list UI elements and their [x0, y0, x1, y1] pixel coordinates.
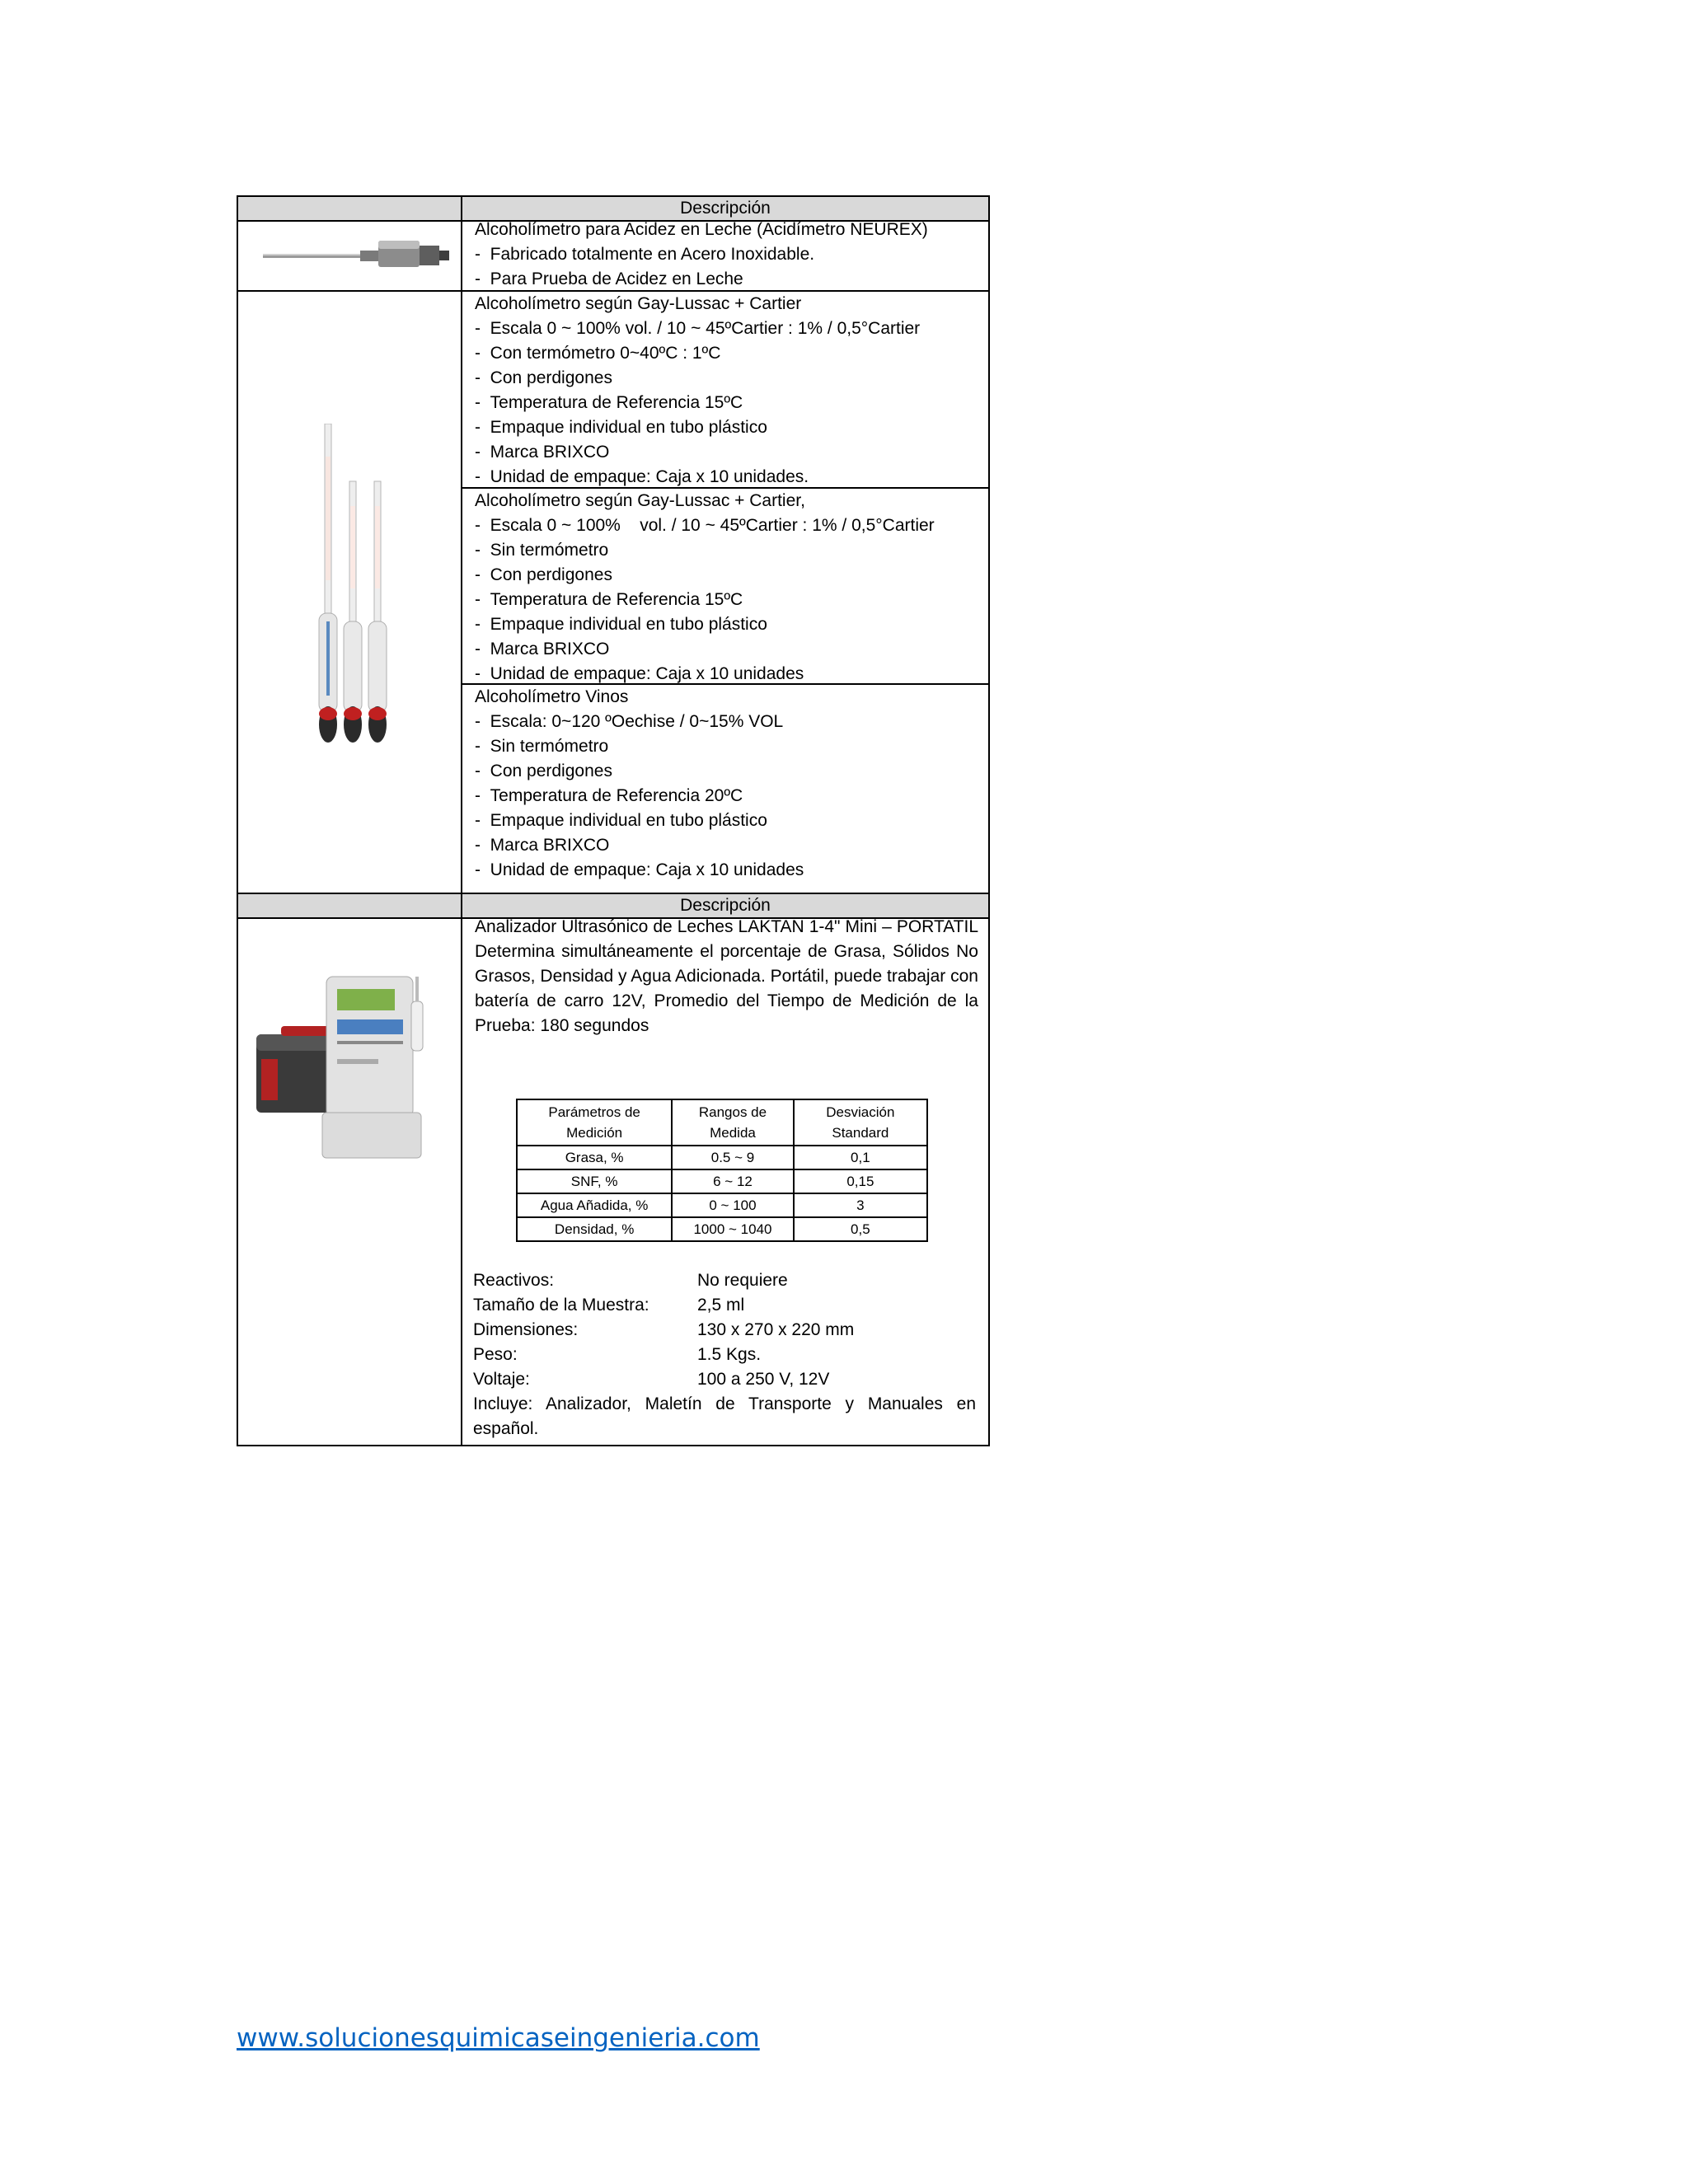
product-feature: - Escala 0 ~ 100% vol. / 10 ~ 45ºCartier : 1% / 0,5°Cartier [475, 316, 978, 341]
product-feature: - Temperatura de Referencia 15ºC [475, 391, 978, 415]
spec-value: 100 a 250 V, 12V [697, 1370, 830, 1389]
product-title: Alcoholímetro según Gay-Lussac + Cartier [475, 294, 802, 313]
table-row [517, 1169, 927, 1193]
table-cell: 1000 ~ 1040 [672, 1217, 793, 1241]
product-title: Alcoholímetro Vinos [475, 687, 629, 706]
table-cell: 3 [794, 1193, 927, 1217]
milk-analyzer-image [256, 944, 454, 1174]
table-cell: Densidad, % [517, 1217, 672, 1241]
includes-text: Incluye: Analizador, Maletín de Transporte y Manuales en español. [473, 1394, 976, 1438]
product-feature: - Temperatura de Referencia 20ºC [475, 784, 978, 808]
product-feature: - Marca BRIXCO [475, 637, 978, 662]
product-feature: - Para Prueba de Acidez en Leche [475, 267, 978, 292]
column-header: Rangos de Medida [672, 1099, 793, 1146]
column-header: Parámetros de Medición [517, 1099, 672, 1146]
product-feature: - Escala 0 ~ 100% vol. / 10 ~ 45ºCartier : 1% / 0,5°Cartier [475, 513, 978, 538]
measurement-parameters-table [516, 1099, 928, 1242]
column-divider [461, 197, 462, 893]
spec-label: Reactivos: [473, 1271, 555, 1290]
product-table-alcoholimeters [237, 195, 990, 894]
product-feature: - Unidad de empaque: Caja x 10 unidades [475, 662, 978, 687]
product-title: Analizador Ultrasónico de Leches LAKTAN 1-4" Mini – PORTATIL [475, 917, 978, 936]
spec-row [473, 1293, 976, 1318]
product-feature: - Fabricado totalmente en Acero Inoxidable. [475, 242, 978, 267]
column-divider [461, 894, 462, 1445]
product-feature: - Empaque individual en tubo plástico [475, 612, 978, 637]
product-feature: - Con termómetro 0~40ºC : 1ºC [475, 341, 978, 366]
spec-row [473, 1318, 976, 1343]
column-header: Desviación Standard [794, 1099, 927, 1146]
spec-label: Tamaño de la Muestra: [473, 1296, 649, 1315]
product-alcoholimeter-no-thermometer [475, 489, 978, 687]
analyzer-description [475, 915, 978, 1038]
table-cell: 0,5 [794, 1217, 927, 1241]
table-row [517, 1217, 927, 1241]
product-feature: - Temperatura de Referencia 15ºC [475, 588, 978, 612]
product-description: Determina simultáneamente el porcentaje de Grasa, Sólidos No Grasos, Densidad y Agua Adicionada. Portátil, puede trabajar con batería de carro 12V, Promedio del Tiempo de Medición de la Prueba: 180 segundos [475, 942, 978, 1035]
table-cell: 0,1 [794, 1146, 927, 1169]
product-acidimeter [475, 218, 978, 292]
table-cell: SNF, % [517, 1169, 672, 1193]
table-cell: 0,15 [794, 1169, 927, 1193]
spec-value: 1.5 Kgs. [697, 1345, 762, 1364]
website-link[interactable]: www.solucionesquimicaseingenieria.com [237, 2023, 760, 2053]
analyzer-specs [473, 1268, 976, 1441]
hydrometers-image [308, 424, 391, 753]
spec-row [473, 1367, 976, 1392]
product-feature: - Con perdigones [475, 366, 978, 391]
table-cell: 0 ~ 100 [672, 1193, 793, 1217]
spec-value: 130 x 270 x 220 mm [697, 1320, 855, 1339]
product-feature: - Con perdigones [475, 563, 978, 588]
table-cell: Grasa, % [517, 1146, 672, 1169]
product-feature: - Sin termómetro [475, 734, 978, 759]
table-row [517, 1099, 927, 1146]
spec-row [473, 1268, 976, 1293]
spec-label: Peso: [473, 1345, 518, 1364]
spec-label: Dimensiones: [473, 1320, 579, 1339]
product-feature: - Con perdigones [475, 759, 978, 784]
product-feature: - Unidad de empaque: Caja x 10 unidades [475, 858, 978, 883]
product-feature: - Marca BRIXCO [475, 440, 978, 465]
spec-value: 2,5 ml [697, 1296, 745, 1315]
product-feature: - Empaque individual en tubo plástico [475, 415, 978, 440]
table-row [517, 1193, 927, 1217]
spec-label: Voltaje: [473, 1370, 530, 1389]
product-title: Alcoholímetro según Gay-Lussac + Cartier, [475, 491, 805, 510]
header-label: Descripción [680, 199, 771, 218]
spec-value: No requiere [697, 1271, 788, 1290]
spec-row [473, 1343, 976, 1367]
product-feature: - Marca BRIXCO [475, 833, 978, 858]
product-alcoholimeter-thermometer [475, 292, 978, 490]
product-title: Alcoholímetro para Acidez en Leche (Acidímetro NEUREX) [475, 220, 928, 239]
product-feature: - Escala: 0~120 ºOechise / 0~15% VOL [475, 710, 978, 734]
product-feature: - Unidad de empaque: Caja x 10 unidades. [475, 465, 978, 490]
product-alcoholimeter-wine [475, 685, 978, 883]
table-row [517, 1146, 927, 1169]
table-cell: Agua Añadida, % [517, 1193, 672, 1217]
product-feature: - Empaque individual en tubo plástico [475, 808, 978, 833]
product-feature: - Sin termómetro [475, 538, 978, 563]
acidimeter-image [263, 234, 452, 275]
header-label: Descripción [680, 896, 771, 915]
table-cell: 6 ~ 12 [672, 1169, 793, 1193]
table-cell: 0.5 ~ 9 [672, 1146, 793, 1169]
